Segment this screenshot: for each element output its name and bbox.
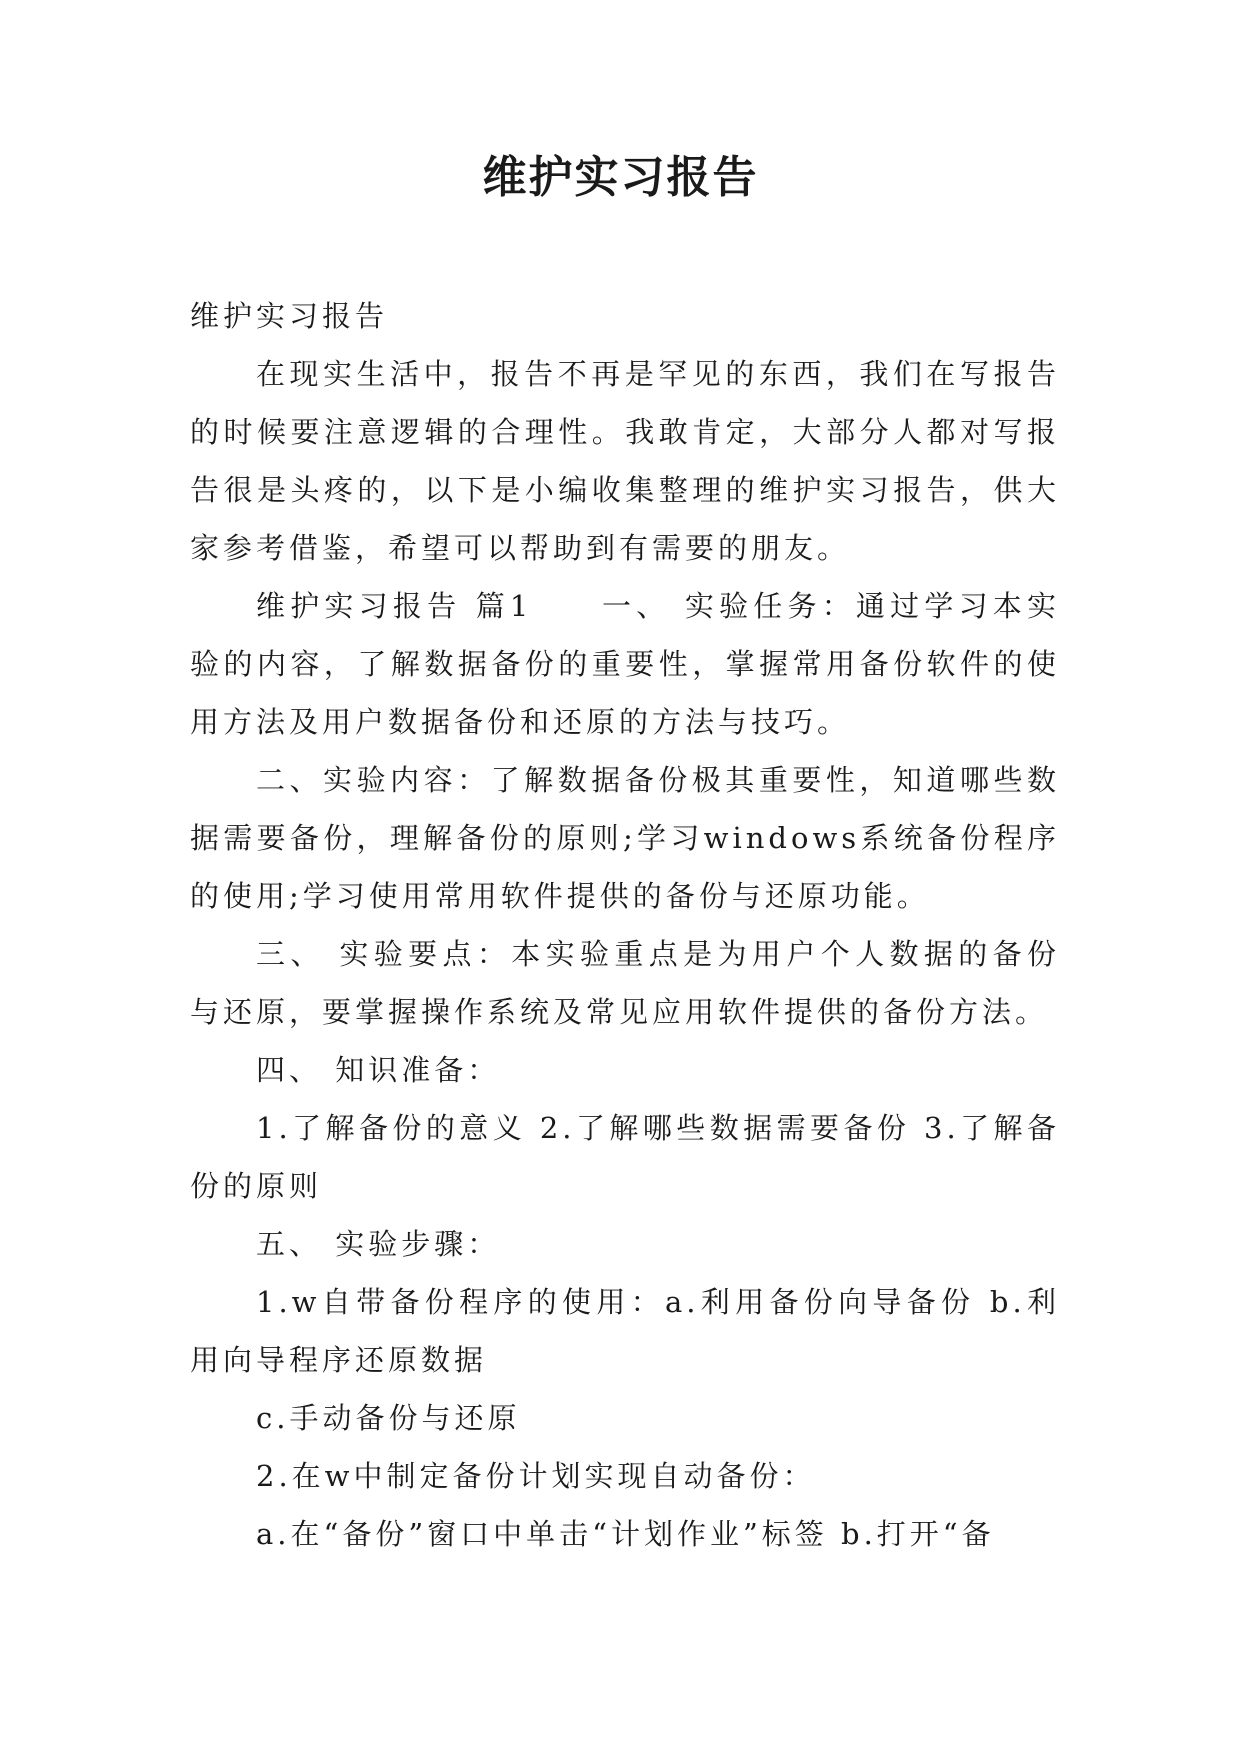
document-title: 维护实习报告 xyxy=(482,152,759,203)
paragraph-section-4: 四、 知识准备： xyxy=(256,1053,501,1087)
paragraph-step-2a: a.在“备份”窗口中单击“计划作业”标签 b.打开“备 xyxy=(256,1517,995,1551)
paragraph-section-5: 五、 实验步骤： xyxy=(256,1227,501,1261)
paragraph-step-1: 1.w自带备份程序的使用：a.利用备份向导备份 b.利用向导程序还原数据 xyxy=(190,1285,1060,1377)
paragraph-step-1c: c.手动备份与还原 xyxy=(256,1401,521,1435)
paragraph-section-3: 三、 实验要点：本实验重点是为用户个人数据的备份与还原，要掌握操作系统及常见应用软件提供的备份方法。 xyxy=(190,937,1060,1029)
paragraph-section-1: 维护实习报告 篇1 一、 实验任务：通过学习本实验的内容，了解数据备份的重要性，掌握常用备份软件的使用方法及用户数据备份和还原的方法与技巧。 xyxy=(190,589,1060,739)
paragraph-knowledge-list: 1.了解备份的意义 2.了解哪些数据需要备份 3.了解备份的原则 xyxy=(190,1111,1060,1203)
paragraph-heading: 维护实习报告 xyxy=(190,299,389,333)
paragraph-intro: 在现实生活中，报告不再是罕见的东西，我们在写报告的时候要注意逻辑的合理性。我敢肯定，大部分人都对写报告很是头疼的，以下是小编收集整理的维护实习报告，供大家参考借鉴，希望可以帮助到有需要的朋友。 xyxy=(190,357,1060,565)
paragraph-section-2: 二、实验内容：了解数据备份极其重要性，知道哪些数据需要备份，理解备份的原则;学习windows系统备份程序的使用;学习使用常用软件提供的备份与还原功能。 xyxy=(190,763,1060,913)
paragraph-step-2: 2.在w中制定备份计划实现自动备份： xyxy=(256,1459,816,1493)
document-body xyxy=(190,287,1060,1563)
